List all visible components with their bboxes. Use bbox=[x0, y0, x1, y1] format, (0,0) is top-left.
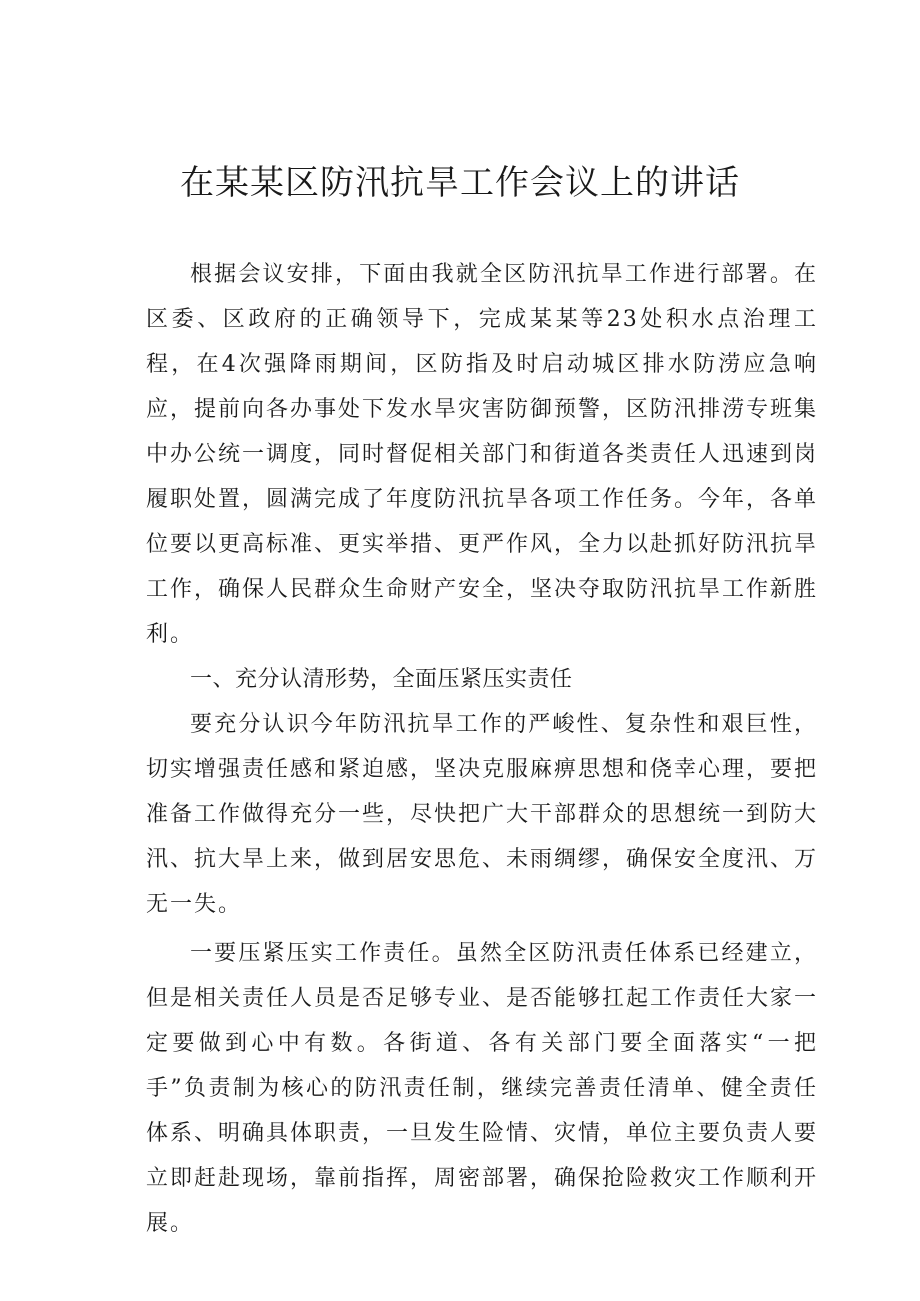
point-1-paragraph: 一要压紧压实工作责任。虽然全区防汛责任体系已经建立，但是相关责任人员是否足够专业、是否能够扛起工作责任大家一定要做到心中有数。各街道、各有关部门要全面落实“一把手”负责制为核心的防汛责任制，继续完善责任清单、健全责任体系、明确具体职责，一旦发生险情、灾情，单位主要负责人要立即赶赴现场，靠前指挥，周密部署，确保抢险救灾工作顺利开展。 bbox=[146, 941, 819, 1236]
section-1-paragraph: 要充分认识今年防汛抗旱工作的严峻性、复杂性和艰巨性，切实增强责任感和紧迫感，坚决克服麻痹思想和侥幸心理，要把准备工作做得充分一些，尽快把广大干部群众的思想统一到防大汛、抗大旱上来，做到居安思危、未雨绸缪，确保安全度汛、万无一失。 bbox=[146, 712, 819, 917]
document-body bbox=[146, 252, 818, 1246]
intro-paragraph: 根据会议安排，下面由我就全区防汛抗旱工作进行部署。在区委、区政府的正确领导下，完成某某等23处积水点治理工程，在4次强降雨期间，区防指及时启动城区排水防涝应急响应，提前向各办事处下发水旱灾害防御预警，区防汛排涝专班集中办公统一调度，同时督促相关部门和街道各类责任人迅速到岗履职处置，圆满完成了年度防汛抗旱各项工作任务。今年，各单位要以更高标准、更实举措、更严作风，全力以赴抓好防汛抗旱工作，确保人民群众生命财产安全，坚决夺取防汛抗旱工作新胜利。 bbox=[146, 262, 819, 647]
document-title: 在某某区防汛抗旱工作会议上的讲话 bbox=[180, 163, 740, 203]
section-heading-1: 一、充分认清形势，全面压紧压实责任 bbox=[190, 667, 573, 692]
